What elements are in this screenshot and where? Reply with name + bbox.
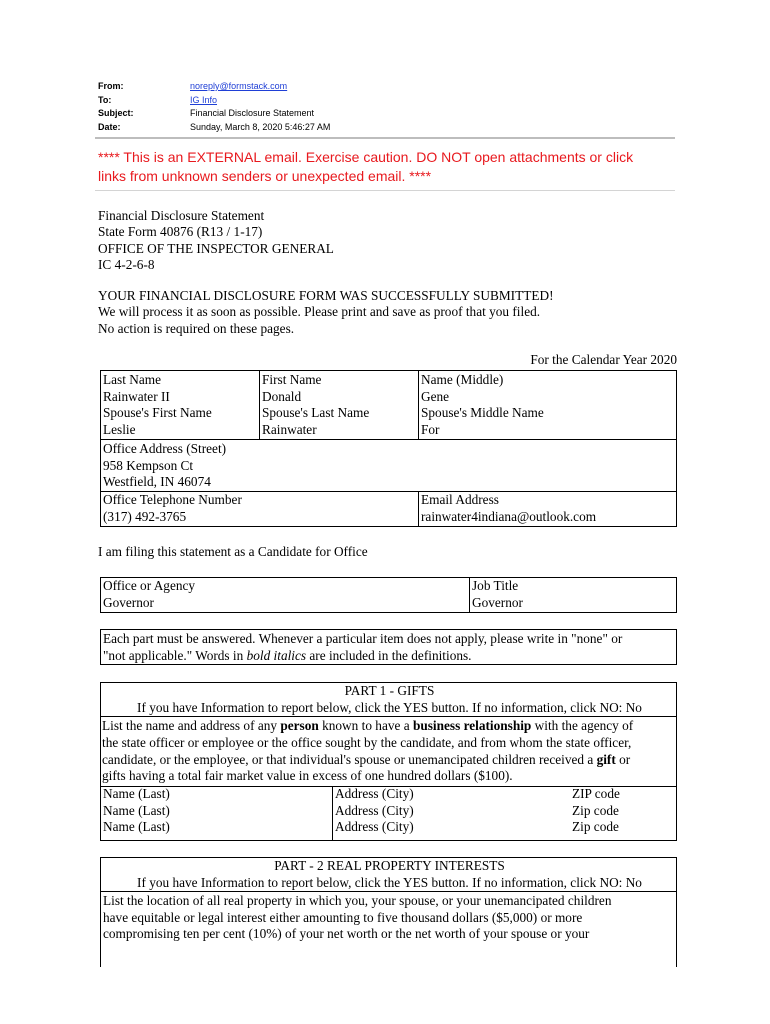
part2-desc-line-1: List the location of all real property in which you, your spouse, or your unemancipated children — [103, 893, 612, 908]
middle-name-cell — [419, 372, 544, 438]
calendar-year: For the Calendar Year 2020 — [530, 352, 677, 367]
date-value: Sunday, March 8, 2020 5:46:27 AM — [190, 121, 331, 132]
part1-desc-line-4: gifts having a total fair market value in excess of one hundred dollars ($100). — [102, 768, 513, 784]
office-address-label: Office Address (Street) — [103, 441, 227, 456]
filing-statement: I am filing this statement as a Candidate for Office — [98, 544, 368, 559]
part1-desc-line-2: the state officer or employee or the office sought by the candidate, and from whom the state officer, — [102, 734, 632, 750]
part1-gifts-table — [100, 682, 677, 841]
office-address-city: Westfield, IN 46074 — [103, 474, 211, 489]
email-address-label: Email Address — [421, 492, 499, 507]
warning-line-1: **** This is an EXTERNAL email. Exercise caution. DO NOT open attachments or click — [98, 149, 634, 165]
term-gift: gift — [596, 751, 616, 767]
part1-zip-column — [570, 786, 620, 836]
spouse-last-name-label: Spouse's Last Name — [262, 405, 370, 420]
office-table — [100, 577, 677, 613]
office-address-cell — [101, 441, 226, 491]
part2-real-property-table — [100, 857, 677, 967]
form-title-block — [98, 208, 334, 273]
instructions-line-2a: "not applicable." Words in — [103, 647, 247, 663]
warning-line-2: links from unknown senders or unexpected email. **** — [98, 168, 432, 184]
office-phone-value: (317) 492-3765 — [103, 508, 187, 524]
header-divider — [95, 137, 675, 139]
to-label: To: — [98, 94, 112, 105]
last-name-cell — [101, 372, 212, 438]
gift-address-row-3: Address (City) — [335, 819, 414, 834]
part1-desc-3c: or — [615, 751, 631, 767]
instructions-line-2b: are included in the definitions. — [306, 647, 472, 663]
row-divider — [101, 891, 676, 892]
job-title-value: Governor — [472, 594, 523, 610]
gift-zip-row-1: ZIP code — [572, 786, 620, 801]
spouse-middle-name-label: Spouse's Middle Name — [421, 405, 544, 420]
gift-name-row-3: Name (Last) — [103, 819, 170, 834]
spouse-last-name-value: Rainwater — [262, 421, 317, 437]
part1-description — [101, 718, 676, 785]
gift-name-row-2: Name (Last) — [103, 802, 170, 818]
confirmation-line-3: No action is required on these pages. — [98, 320, 295, 336]
term-person: person — [280, 718, 319, 733]
spouse-middle-name-value: For — [421, 421, 440, 437]
last-name-label: Last Name — [103, 372, 161, 387]
gift-name-row-1: Name (Last) — [103, 786, 170, 801]
email-cell — [419, 492, 596, 525]
job-title-cell — [470, 578, 523, 611]
office-phone-label: Office Telephone Number — [103, 492, 242, 507]
part1-desc-1a: List the name and address of any — [102, 718, 281, 733]
confirmation-line-2: We will process it as soon as possible. Please print and save as proof that you filed. — [98, 304, 541, 320]
middle-name-value: Gene — [421, 388, 450, 404]
first-name-value: Donald — [262, 388, 302, 404]
part1-desc-1d: with the agency of — [531, 718, 634, 733]
middle-name-label: Name (Middle) — [421, 372, 504, 387]
row-divider — [101, 439, 676, 440]
part2-subtitle: If you have Information to report below, click the YES button. If no information, click NO: No — [137, 874, 642, 890]
spouse-first-name-label: Spouse's First Name — [103, 405, 212, 420]
bold-italics-term: bold italics — [246, 647, 307, 663]
form-number: State Form 40876 (R13 / 1-17) — [98, 224, 263, 240]
office-name: OFFICE OF THE INSPECTOR GENERAL — [98, 240, 334, 256]
external-warning — [98, 148, 658, 186]
gift-address-row-2: Address (City) — [335, 802, 414, 818]
instructions-line-1: Each part must be answered. Whenever a particular item does not apply, please write in "none" or — [103, 631, 623, 646]
part1-name-column — [101, 786, 170, 836]
part1-address-column — [333, 786, 414, 836]
term-business-relationship: business relationship — [412, 718, 532, 733]
office-phone-cell — [101, 492, 242, 525]
gift-zip-row-3: Zip code — [572, 819, 619, 834]
office-agency-value: Governor — [103, 594, 154, 610]
form-title: Financial Disclosure Statement — [98, 208, 265, 223]
part1-desc-1c: known to have a — [318, 718, 413, 733]
part1-header — [101, 683, 676, 716]
instructions-box — [100, 629, 677, 665]
warning-divider — [95, 190, 675, 191]
to-link[interactable]: IG Info — [190, 94, 218, 105]
row-divider — [101, 716, 676, 717]
gift-address-row-1: Address (City) — [335, 786, 414, 801]
first-name-cell — [260, 372, 369, 438]
office-agency-label: Office or Agency — [103, 578, 196, 593]
spouse-first-name-value: Leslie — [103, 421, 136, 437]
part2-header — [101, 858, 676, 891]
part2-title: PART - 2 REAL PROPERTY INTERESTS — [274, 858, 505, 873]
email-header — [98, 80, 330, 134]
filing-statement-block — [98, 544, 368, 560]
instructions-line-2 — [103, 648, 622, 665]
from-label: From: — [98, 81, 124, 91]
subject-label: Subject: — [98, 108, 134, 118]
part2-desc-line-3: compromising ten per cent (10%) of your net worth or the net worth of your spouse or your — [103, 926, 590, 941]
part1-desc-line-3 — [102, 752, 674, 769]
subject-value: Financial Disclosure Statement — [190, 108, 315, 118]
part1-title: PART 1 - GIFTS — [344, 683, 435, 698]
part1-subtitle: If you have Information to report below, click the YES button. If no information, click NO: No — [137, 699, 642, 715]
first-name-label: First Name — [262, 372, 322, 387]
part2-description — [101, 893, 676, 943]
email-address-value: rainwater4indiana@outlook.com — [421, 508, 597, 524]
personal-info-table — [100, 370, 677, 527]
from-link[interactable]: noreply@formstack.com — [190, 81, 288, 91]
gift-zip-row-2: Zip code — [572, 802, 619, 818]
part1-desc-line-1 — [102, 718, 674, 735]
confirmation-heading: YOUR FINANCIAL DISCLOSURE FORM WAS SUCCESSFULLY SUBMITTED! — [98, 288, 554, 303]
part2-desc-line-2: have equitable or legal interest either amounting to five thousand dollars ($5,000) or more — [103, 909, 583, 925]
office-address-street: 958 Kempson Ct — [103, 457, 194, 473]
office-agency-cell — [101, 578, 195, 611]
instructions-text — [101, 631, 622, 664]
last-name-value: Rainwater II — [103, 388, 170, 404]
statute-reference: IC 4-2-6-8 — [98, 256, 155, 272]
job-title-label: Job Title — [472, 578, 519, 593]
confirmation-block — [98, 288, 554, 337]
part1-desc-3a: candidate, or the employee, or that individual's spouse or unemancipated children received a — [102, 751, 597, 767]
date-label: Date: — [98, 121, 121, 132]
